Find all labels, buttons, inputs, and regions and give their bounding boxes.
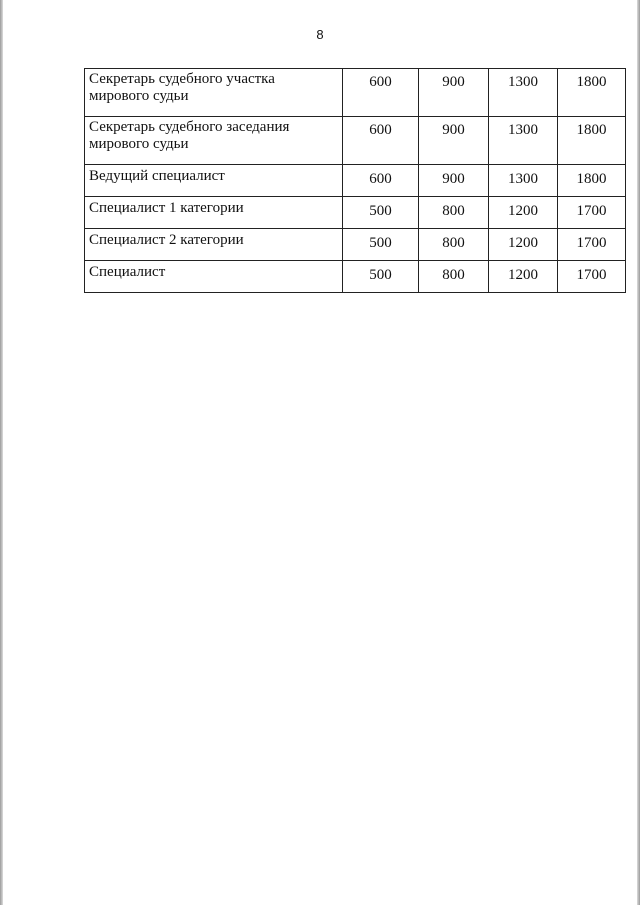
table-row <box>85 229 626 261</box>
value-cell: 1200 <box>489 197 558 229</box>
position-cell: Секретарь судебного участка мирового судьи <box>85 69 343 117</box>
value-cell: 800 <box>419 261 489 293</box>
value-cell: 1700 <box>558 261 626 293</box>
value-cell: 1200 <box>489 261 558 293</box>
value-cell: 1800 <box>558 69 626 117</box>
value-cell: 500 <box>343 197 419 229</box>
value-cell: 1800 <box>558 117 626 165</box>
table-row <box>85 69 626 117</box>
position-cell: Ведущий специалист <box>85 165 343 197</box>
page-number: 8 <box>316 27 324 42</box>
value-cell: 1300 <box>489 69 558 117</box>
value-cell: 800 <box>419 197 489 229</box>
table-row <box>85 197 626 229</box>
position-cell: Секретарь судебного заседания мирового судьи <box>85 117 343 165</box>
value-cell: 600 <box>343 117 419 165</box>
value-cell: 500 <box>343 229 419 261</box>
salary-table <box>84 68 626 293</box>
value-cell: 900 <box>419 69 489 117</box>
value-cell: 1700 <box>558 229 626 261</box>
value-cell: 900 <box>419 165 489 197</box>
value-cell: 800 <box>419 229 489 261</box>
table-row <box>85 117 626 165</box>
value-cell: 500 <box>343 261 419 293</box>
table-row <box>85 165 626 197</box>
value-cell: 1300 <box>489 117 558 165</box>
value-cell: 1200 <box>489 229 558 261</box>
value-cell: 600 <box>343 69 419 117</box>
value-cell: 1800 <box>558 165 626 197</box>
value-cell: 600 <box>343 165 419 197</box>
position-cell: Специалист <box>85 261 343 293</box>
value-cell: 1700 <box>558 197 626 229</box>
value-cell: 1300 <box>489 165 558 197</box>
position-cell: Специалист 2 категории <box>85 229 343 261</box>
scan-edge-left <box>0 0 3 905</box>
table-row <box>85 261 626 293</box>
value-cell: 900 <box>419 117 489 165</box>
position-cell: Специалист 1 категории <box>85 197 343 229</box>
